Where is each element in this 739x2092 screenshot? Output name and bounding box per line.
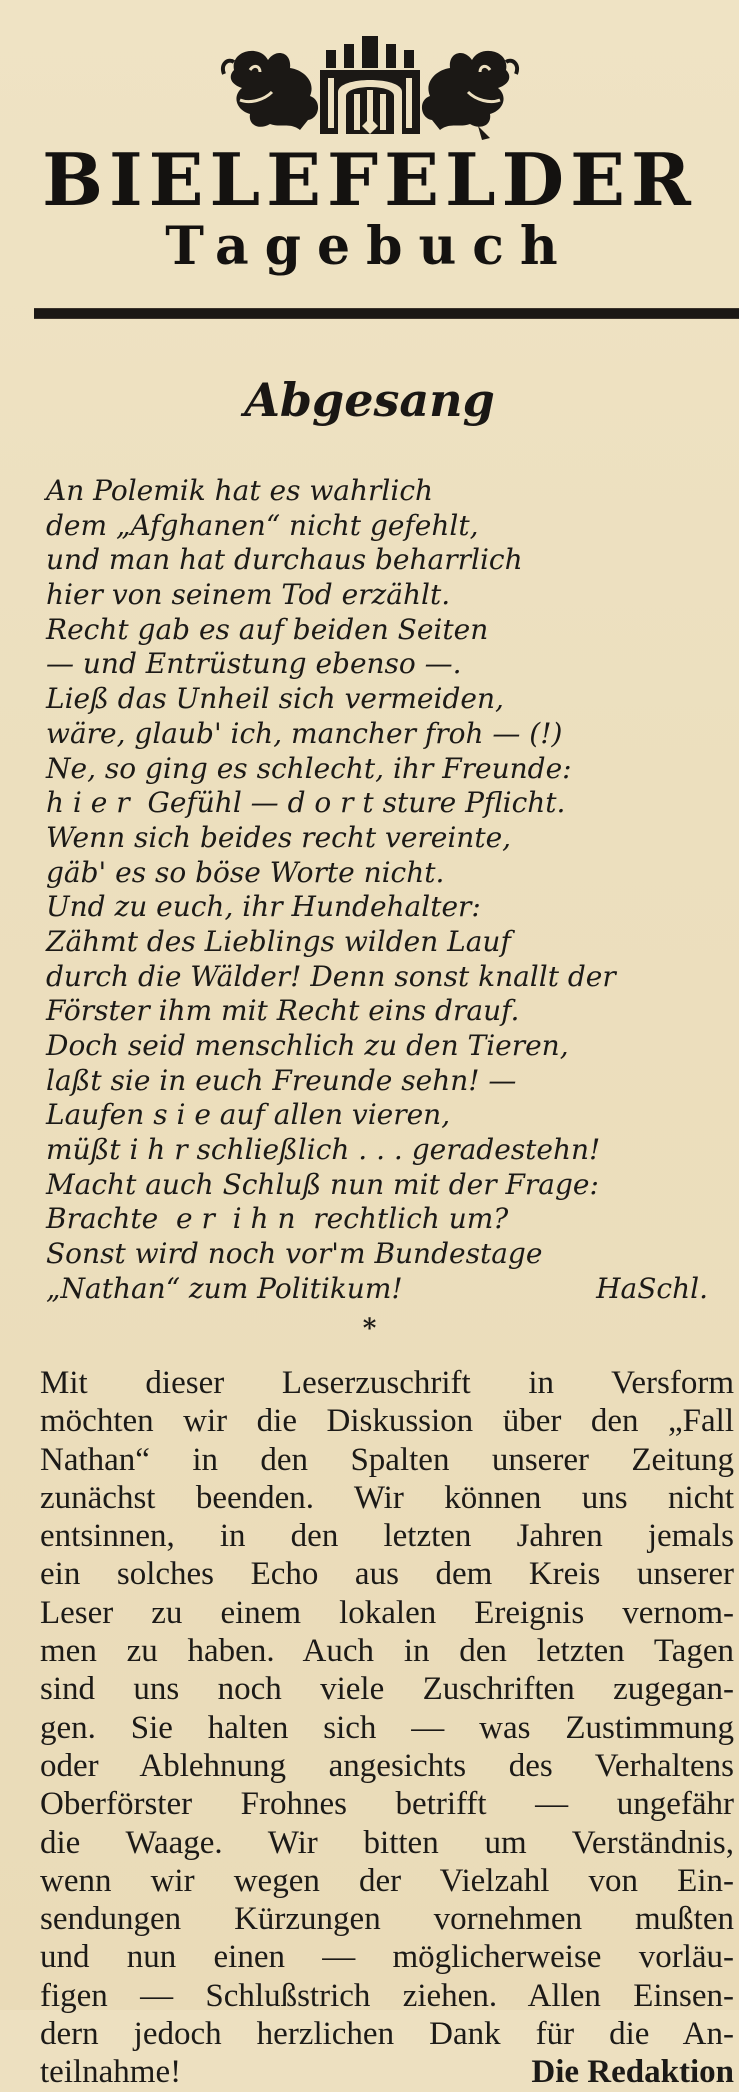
poem-line: Wenn sich beides recht vereinte, bbox=[46, 820, 512, 854]
poem-line: „Nathan“ zum Politikum! bbox=[46, 1271, 403, 1305]
poem-line: Recht gab es auf beiden Seiten bbox=[46, 612, 489, 646]
editorial-line: oder Ablehnung angesichts des Verhaltens bbox=[40, 1747, 734, 1784]
editorial-line: die Waage. Wir bitten um Verständnis, bbox=[40, 1824, 734, 1861]
masthead-title: BIELEFELDER bbox=[42, 137, 697, 222]
poem-line: Laufen s i e auf allen vieren, bbox=[46, 1098, 451, 1132]
separator-asterisk: * bbox=[362, 1314, 377, 1344]
poem-line: müßt i h r schließlich . . . geradestehn! bbox=[46, 1133, 601, 1167]
poem-line: Ließ das Unheil sich vermeiden, bbox=[46, 682, 504, 716]
poem-line: und man hat durchaus beharrlich bbox=[46, 543, 523, 577]
editorial-line: ein solches Echo aus dem Kreis unserer bbox=[40, 1556, 734, 1593]
poem-line: durch die Wälder! Denn sonst knallt der bbox=[46, 959, 616, 993]
masthead-subtitle: Tagebuch bbox=[165, 216, 574, 277]
editorial-line: sendungen Kürzungen vornehmen mußten bbox=[40, 1901, 734, 1938]
editorial-line: figen — Schlußstrich ziehen. Allen Einsen- bbox=[40, 1977, 734, 2014]
editorial-line: entsinnen, in den letzten Jahren jemals bbox=[40, 1518, 734, 1555]
editorial-line: sind uns noch viele Zuschriften zugegan- bbox=[40, 1671, 734, 1708]
poem-line: Zähmt des Lieblings wilden Lauf bbox=[46, 924, 511, 958]
poem-line: An Polemik hat es wahrlich bbox=[46, 474, 434, 507]
poem-line: gäb' es so böse Worte nicht. bbox=[46, 855, 445, 889]
editorial-line: Leser zu einem lokalen Ereignis vernom- bbox=[40, 1594, 734, 1631]
poem-signature: HaSchl. bbox=[596, 1272, 708, 1306]
editorial-line: zunächst beenden. Wir können uns nicht bbox=[40, 1479, 734, 1516]
poem-line: Förster ihm mit Recht eins drauf. bbox=[46, 994, 520, 1028]
editorial-signoff: Die Redaktion bbox=[531, 2054, 734, 2091]
masthead-divider bbox=[34, 308, 739, 319]
poem-line: Und zu euch, ihr Hundehalter: bbox=[46, 890, 481, 924]
poem-line: dem „Afghanen“ nicht gefehlt, bbox=[46, 508, 479, 542]
editorial-line: Oberförster Frohnes betrifft — ungefähr bbox=[40, 1786, 734, 1823]
poem-line: Ne, so ging es schlecht, ihr Freunde: bbox=[46, 751, 572, 785]
editorial-note bbox=[40, 1364, 734, 2092]
editorial-line: wenn wir wegen der Vielzahl von Ein- bbox=[40, 1862, 734, 1899]
editorial-line: möchten wir die Diskussion über den „Fall bbox=[40, 1403, 734, 1440]
city-crest-with-lions-icon bbox=[220, 30, 520, 142]
poem-line: — und Entrüstung ebenso —. bbox=[46, 647, 462, 681]
editorial-line: teilnahme! bbox=[40, 2054, 182, 2091]
poem-line: wäre, glaub' ich, mancher froh — (!) bbox=[46, 716, 563, 750]
poem bbox=[46, 474, 726, 1307]
editorial-line: Mit dieser Leserzuschrift in Versform bbox=[40, 1365, 734, 1401]
poem-line: h i e r Gefühl — d o r t sture Pflicht. bbox=[46, 786, 566, 820]
editorial-line: gen. Sie halten sich — was Zustimmung bbox=[40, 1709, 734, 1746]
editorial-line: dern jedoch herzlichen Dank für die An- bbox=[40, 2016, 734, 2053]
poem-line: Sonst wird noch vor'm Bundestage bbox=[46, 1237, 543, 1271]
poem-line: Macht auch Schluß nun mit der Frage: bbox=[46, 1167, 599, 1201]
poem-line: Brachte e r i h n rechtlich um? bbox=[46, 1202, 509, 1236]
article-title: Abgesang bbox=[244, 373, 495, 427]
poem-line: Doch seid menschlich zu den Tieren, bbox=[46, 1029, 569, 1062]
editorial-line: Nathan“ in den Spalten unserer Zeitung bbox=[40, 1441, 734, 1478]
editorial-line: men zu haben. Auch in den letzten Tagen bbox=[40, 1633, 734, 1670]
editorial-line: und nun einen — möglicherweise vorläu- bbox=[40, 1939, 734, 1976]
poem-line: hier von seinem Tod erzählt. bbox=[46, 578, 451, 612]
poem-line: laßt sie in euch Freunde sehn! — bbox=[46, 1063, 517, 1097]
